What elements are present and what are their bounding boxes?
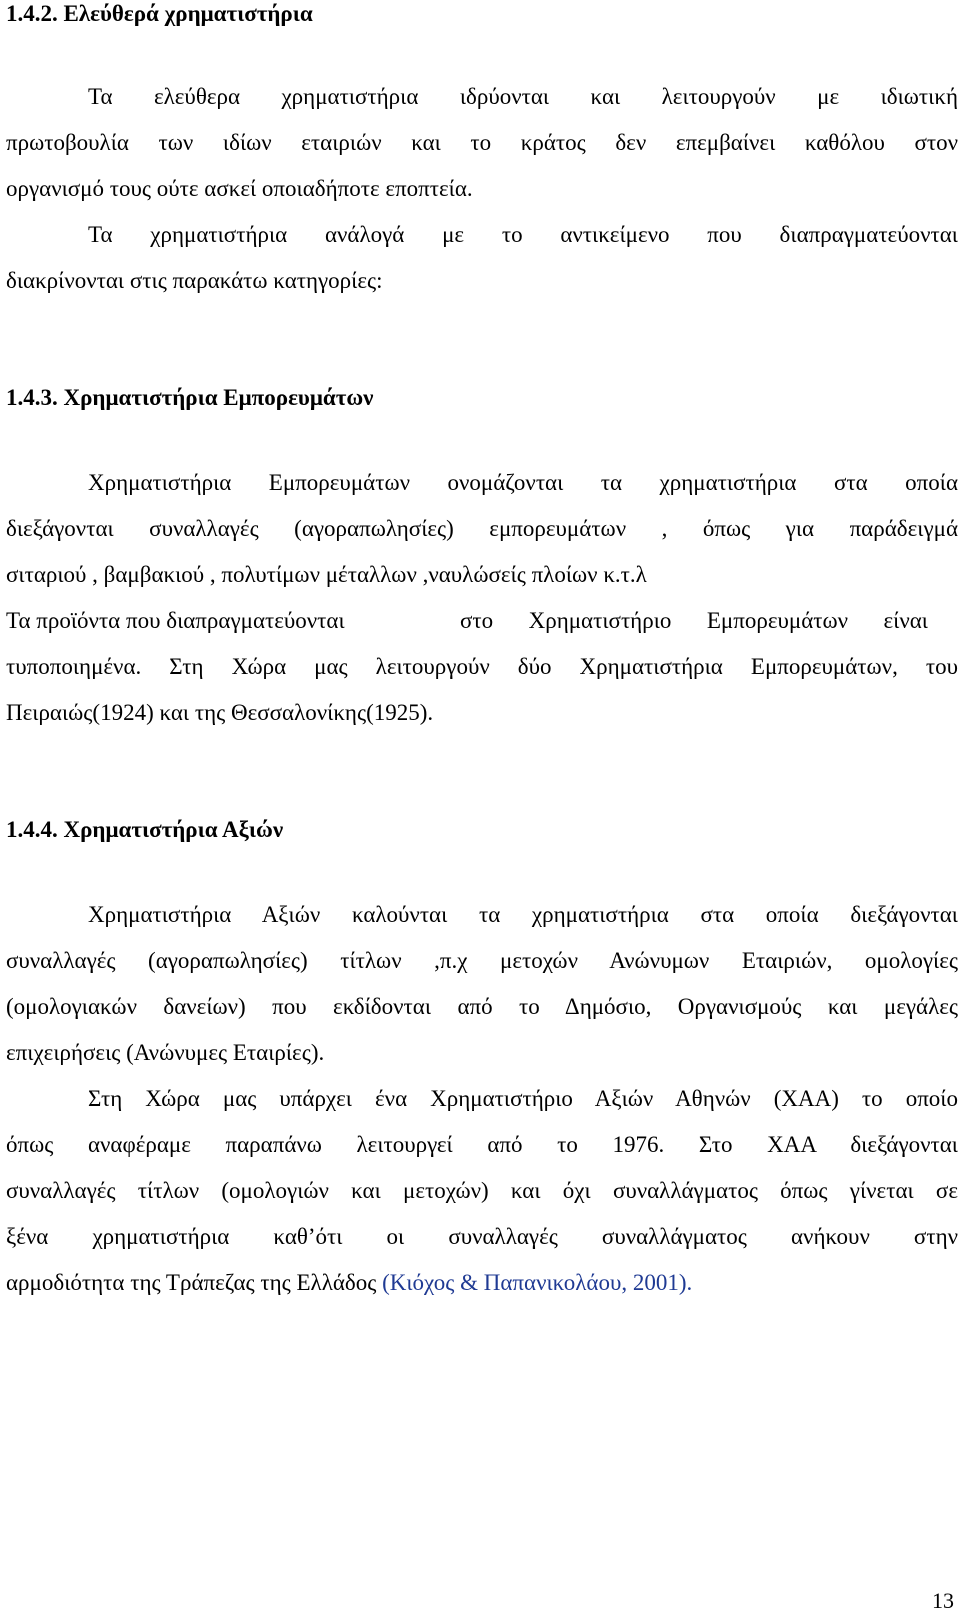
- section-heading-1-4-4: 1.4.4. Χρηματιστήρια Αξιών: [6, 817, 284, 842]
- paragraph-line: Χρηματιστήρια Αξιών καλούνται τα χρηματιστήρια στα οποία διεξάγονται: [88, 902, 958, 927]
- paragraph-line: οργανισμό τους ούτε ασκεί οποιαδήποτε εποπτεία.: [6, 176, 473, 201]
- paragraph-line: όπως αναφέραμε παραπάνω λειτουργεί από το 1976. Στο ΧΑΑ διεξάγονται: [6, 1132, 958, 1157]
- section-heading-1-4-2: 1.4.2. Ελεύθερά χρηματιστήρια: [6, 1, 313, 26]
- paragraph-line: επιχειρήσεις (Ανώνυμες Εταιρίες).: [6, 1040, 325, 1065]
- paragraph-line: πρωτοβουλία των ιδίων εταιριών και το κράτος δεν επεμβαίνει καθόλου στον: [6, 130, 958, 155]
- paragraph-line: Τα προϊόντα που διαπραγματεύονται: [6, 608, 345, 633]
- citation: (Κιόχος & Παπανικολάου, 2001).: [382, 1270, 693, 1295]
- paragraph-line: Τα ελεύθερα χρηματιστήρια ιδρύονται και λειτουργούν με ιδιωτική: [88, 84, 958, 109]
- paragraph-line: συναλλαγές τίτλων (ομολογιών και μετοχών) και όχι συναλλάγματος όπως γίνεται σε: [6, 1178, 958, 1203]
- paragraph-line: (ομολογιακών δανείων) που εκδίδονται από το Δημόσιο, Οργανισμούς και μεγάλες: [6, 994, 958, 1019]
- paragraph-line: Πειραιώς(1924) και της Θεσσαλονίκης(1925).: [6, 700, 434, 725]
- paragraph-line: Στη Χώρα μας υπάρχει ένα Χρηματιστήριο Αξιών Αθηνών (ΧΑΑ) το οποίο: [88, 1086, 958, 1111]
- paragraph-line: Χρηματιστήρια Εμπορευμάτων ονομάζονται τα χρηματιστήρια στα οποία: [88, 470, 958, 495]
- paragraph-line-last: [6, 1268, 692, 1298]
- paragraph-line: διακρίνονται στις παρακάτω κατηγορίες:: [6, 268, 383, 293]
- paragraph-line: ξένα χρηματιστήρια καθ’ότι οι συναλλαγές συναλλάγματος ανήκουν στην: [6, 1224, 958, 1249]
- paragraph-text: αρμοδιότητα της Τράπεζας της Ελλάδος: [6, 1270, 377, 1295]
- paragraph-line: Τα χρηματιστήρια ανάλογά με το αντικείμενο που διαπραγματεύονται: [88, 222, 958, 247]
- paragraph-line: συναλλαγές (αγοραπωλησίες) τίτλων ,π.χ μετοχών Ανώνυμων Εταιριών, ομολογίες: [6, 948, 958, 973]
- paragraph-line: στο Χρηματιστήριο Εμπορευμάτων είναι: [460, 608, 928, 633]
- paragraph-line: σιταριού , βαμβακιού , πολυτίμων μέταλλων ,ναυλώσείς πλοίων κ.τ.λ: [6, 562, 647, 587]
- page-number: 13: [932, 1588, 954, 1613]
- paragraph-line: διεξάγονται συναλλαγές (αγοραπωλησίες) εμπορευμάτων , όπως για παράδειγμά: [6, 516, 958, 541]
- paragraph-line: τυποποιημένα. Στη Χώρα μας λειτουργούν δύο Χρηματιστήρια Εμπορευμάτων, του: [6, 654, 958, 679]
- section-heading-1-4-3: 1.4.3. Χρηματιστήρια Εμπορευμάτων: [6, 385, 374, 410]
